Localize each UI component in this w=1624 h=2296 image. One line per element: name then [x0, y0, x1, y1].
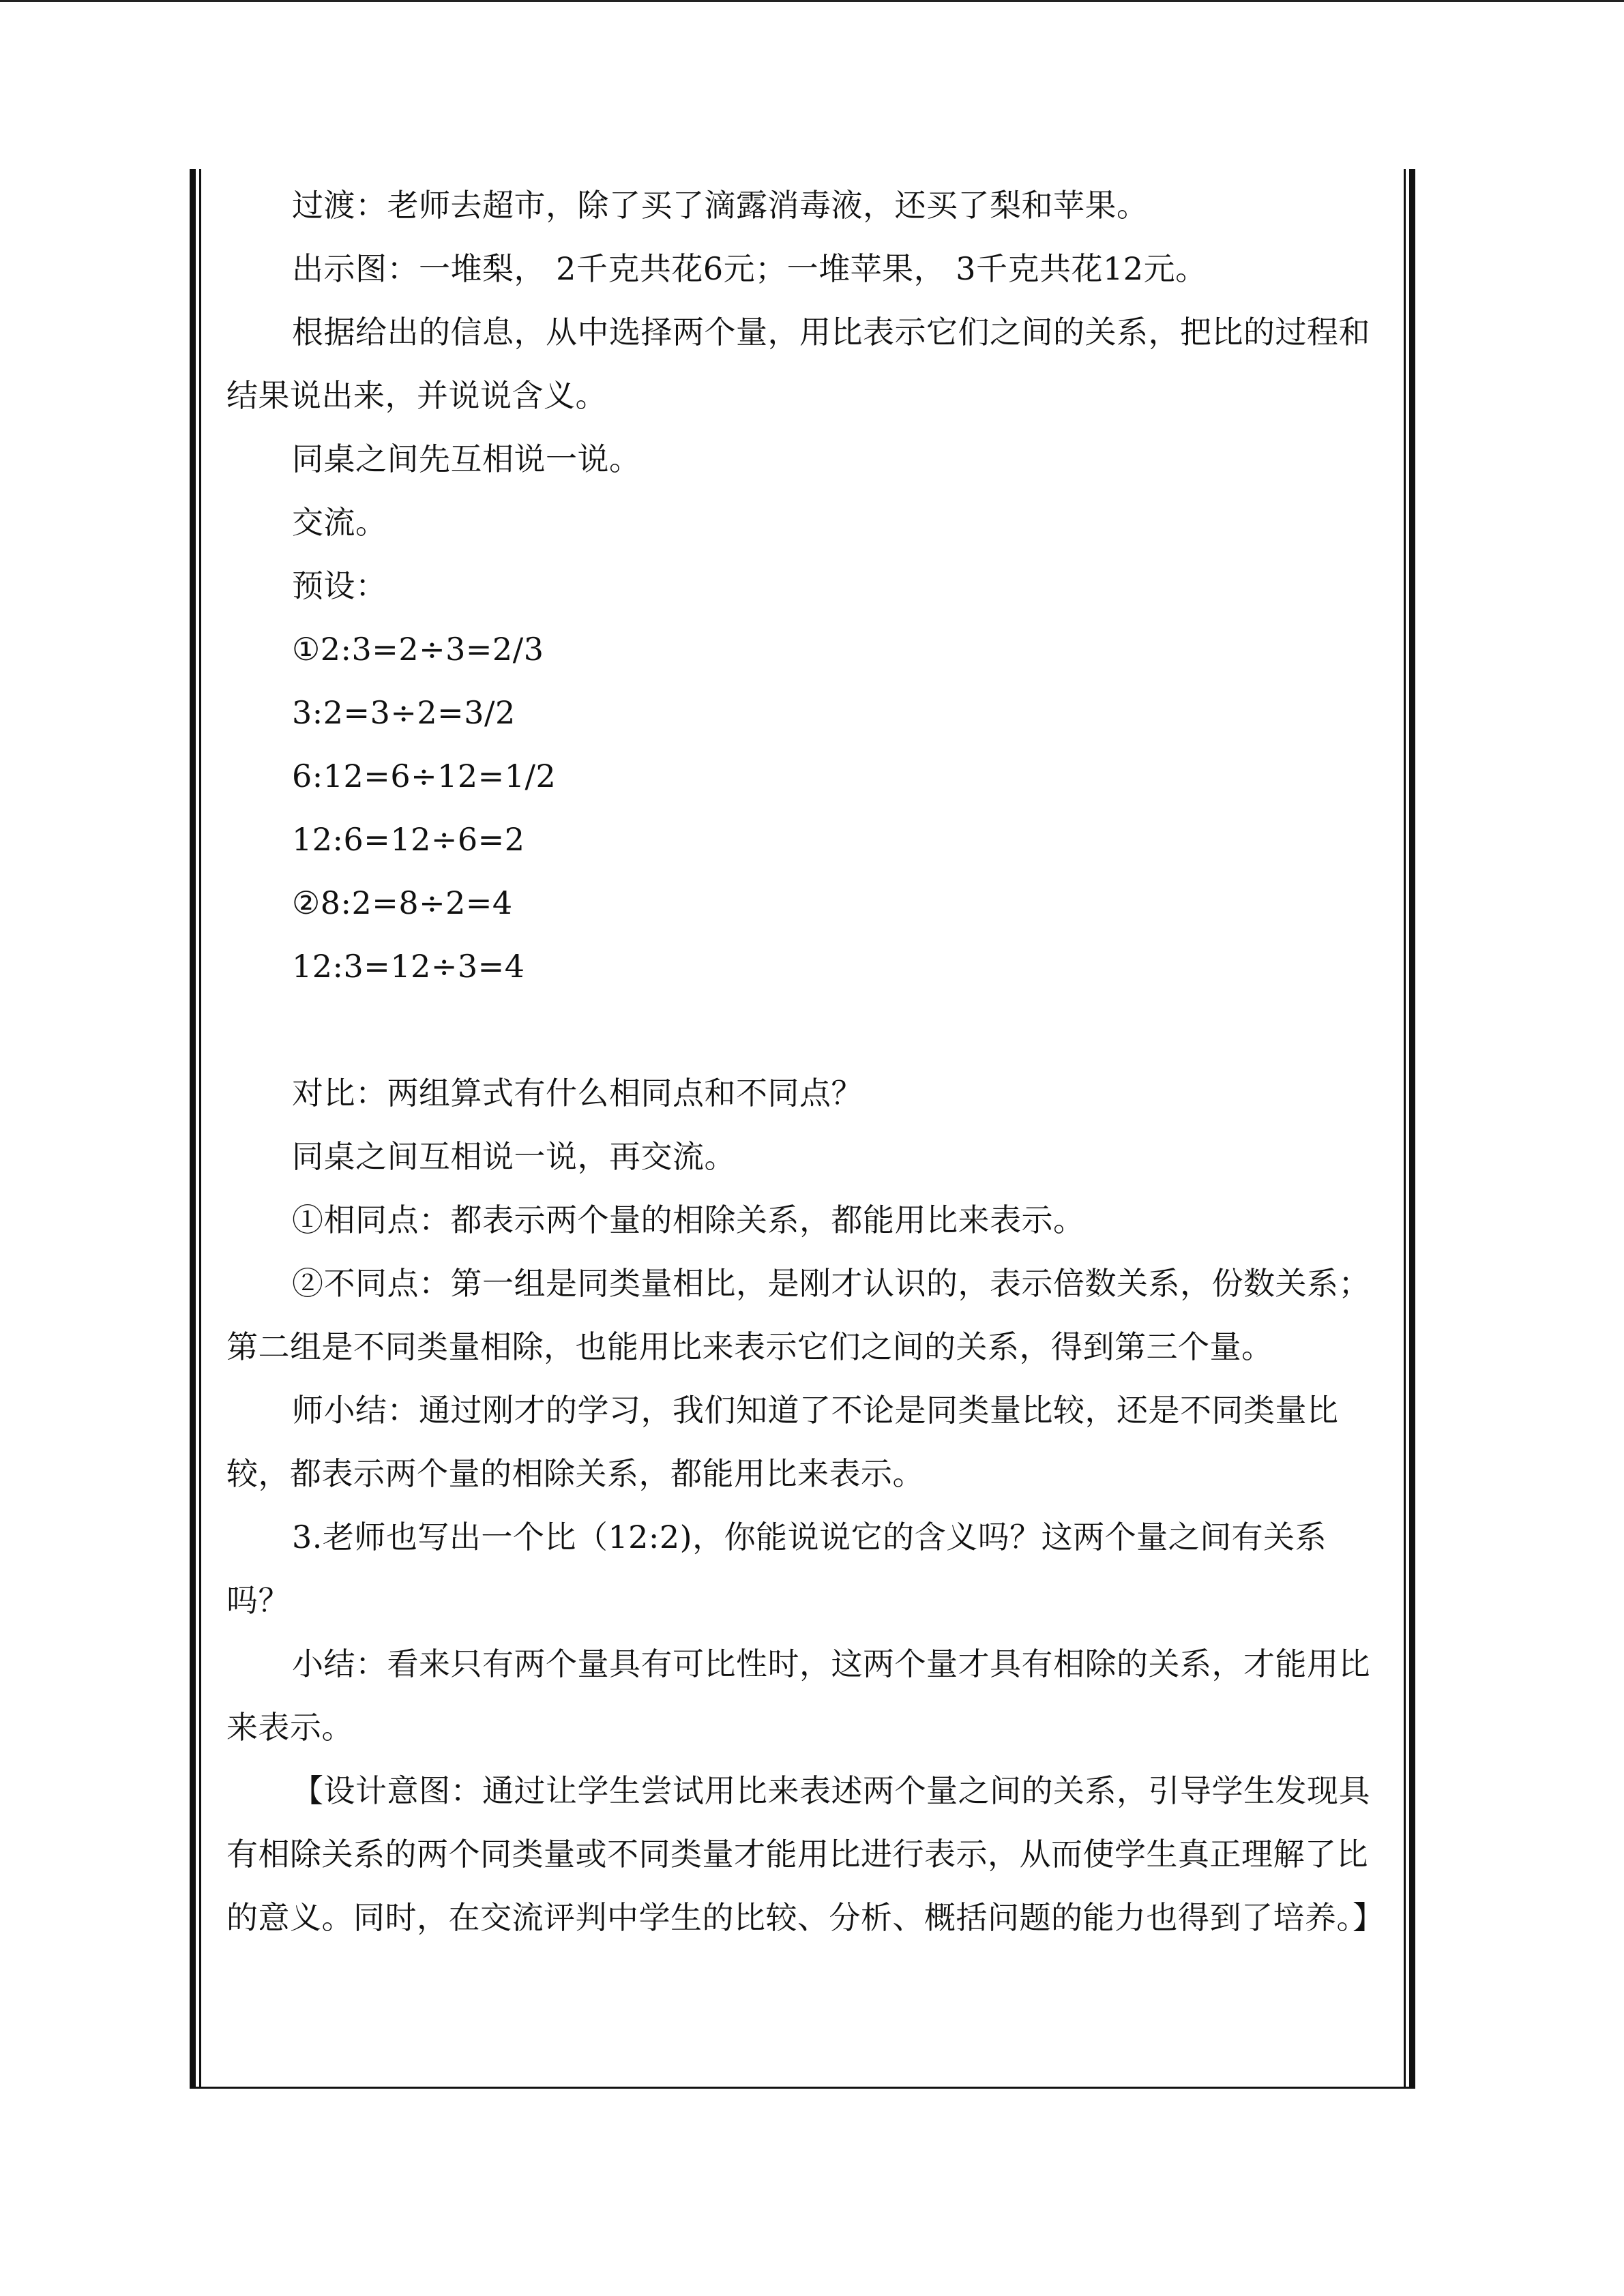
paragraph-similarity: ①相同点：都表示两个量的相除关系，都能用比来表示。	[292, 1202, 1085, 1238]
paragraph-exchange: 交流。	[292, 504, 387, 541]
equation-line: ②8:2=8÷2=4	[292, 884, 513, 921]
right-double-border-inner	[1404, 169, 1406, 2089]
equation-line: 12:6=12÷6=2	[292, 821, 525, 858]
lesson-content	[226, 174, 1385, 1950]
paragraph-difference: ②不同点：第一组是同类量相比，是刚才认识的，表示倍数关系，份数关系；第二组是不同类量相除，也能用比来表示它们之间的关系，得到第三个量。	[226, 1265, 1370, 1365]
equation-line: 12:3=12÷3=4	[292, 948, 525, 985]
paragraph-pair-talk: 同桌之间先互相说一说。	[292, 441, 641, 477]
blank-line	[226, 998, 1379, 1062]
left-double-border-outer	[190, 169, 196, 2089]
paragraph-preset: 预设：	[292, 567, 387, 604]
paragraph-design-intent: 【设计意图：通过让学生尝试用比来表述两个量之间的关系，引导学生发现具有相除关系的两个同类量或不同类量才能用比进行表示，从而使学生真正理解了比的意义。同时，在交流评判中学生的比较、分析、概括问题的能力也得到了培养。】	[226, 1772, 1385, 1936]
paragraph-compare: 对比：两组算式有什么相同点和不同点？	[292, 1075, 863, 1112]
paragraph-task: 根据给出的信息，从中选择两个量，用比表示它们之间的关系，把比的过程和结果说出来，并说说含义。	[226, 314, 1370, 414]
paragraph-show-picture: 出示图：一堆梨， 2千克共花6元；一堆苹果， 3千克共花12元。	[292, 250, 1207, 287]
equation-line: ①2:3=2÷3=2/3	[292, 631, 544, 668]
paragraph-question-3: 3.老师也写出一个比（12:2)，你能说说它的含义吗？这两个量之间有关系吗？	[226, 1519, 1327, 1619]
equation-line: 3:2=3÷2=3/2	[292, 694, 516, 731]
paragraph-pair-exchange: 同桌之间互相说一说，再交流。	[292, 1138, 736, 1175]
paragraph-summary: 小结：看来只有两个量具有可比性时，这两个量才具有相除的关系，才能用比来表示。	[226, 1645, 1370, 1746]
right-double-border-outer	[1409, 169, 1415, 2089]
left-double-border-inner	[199, 169, 201, 2089]
page-top-rule	[0, 0, 1624, 2]
paragraph-teacher-summary: 师小结：通过刚才的学习，我们知道了不论是同类量比较，还是不同类量比较，都表示两个量的相除关系，都能用比来表示。	[226, 1392, 1339, 1492]
bottom-border	[190, 2087, 1415, 2089]
paragraph-transition: 过渡：老师去超市，除了买了滴露消毒液，还买了梨和苹果。	[292, 187, 1149, 224]
equation-line: 6:12=6÷12=1/2	[292, 758, 557, 794]
